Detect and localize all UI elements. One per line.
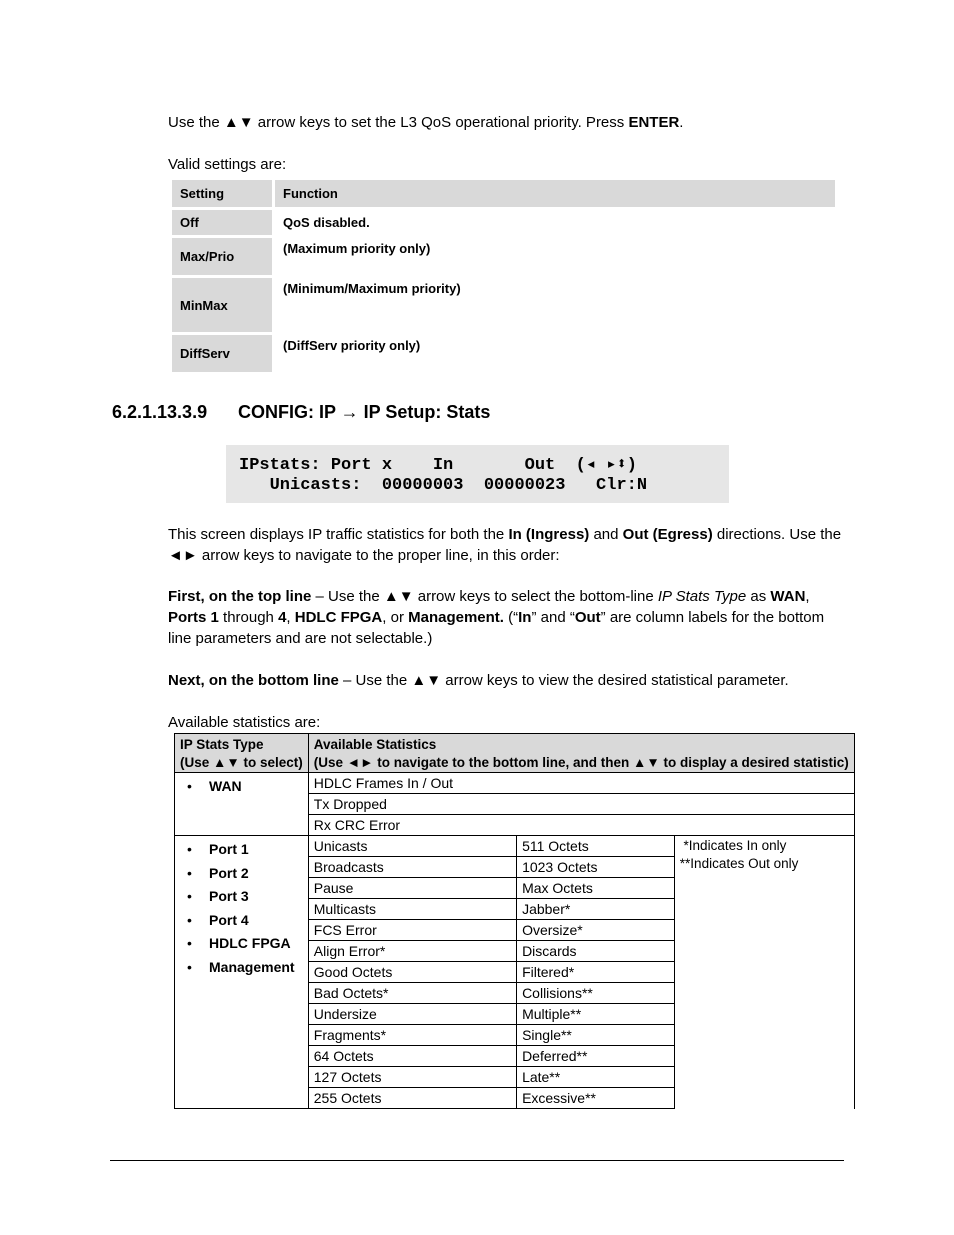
stat-cell: Oversize*	[517, 920, 675, 941]
lcd-line-2: Unicasts: 00000003 00000023 Clr:N	[239, 476, 648, 495]
function-cell: QoS disabled.	[275, 210, 835, 235]
desc-text: , or	[382, 609, 409, 626]
stat-cell: Pause	[308, 878, 516, 899]
list-item: • Port 1	[180, 838, 303, 862]
note-out-only: **Indicates Out only	[679, 856, 799, 871]
stats-table	[174, 733, 855, 1109]
bottom-line-paragraph	[168, 670, 848, 691]
table-row	[175, 836, 855, 857]
function-cell: (Maximum priority only)	[275, 238, 835, 275]
top-line-lead: First, on the top line	[168, 588, 312, 605]
settings-row	[172, 335, 835, 372]
settings-row	[172, 238, 835, 275]
wan-term: WAN	[770, 588, 806, 605]
desc-text: and	[589, 526, 623, 543]
list-item: • HDLC FPGA	[180, 932, 303, 956]
management-term: Management.	[408, 609, 504, 626]
desc-text: – Use the ▲▼ arrow keys to view the desired statistical parameter.	[338, 672, 789, 689]
stat-cell: Jabber*	[517, 899, 675, 920]
list-item: • WAN	[180, 775, 303, 799]
hdlc-term: HDLC FPGA	[294, 609, 383, 626]
desc-out-label: Out (Egress)	[622, 526, 713, 543]
stat-cell: Filtered*	[517, 962, 675, 983]
stat-cell: Deferred**	[517, 1046, 675, 1067]
stat-cell: Multicasts	[308, 899, 516, 920]
stat-cell: Bad Octets*	[308, 983, 516, 1004]
desc-text: directions. Use the ◄► arrow keys to navigate to the proper line, in this order:	[168, 526, 842, 564]
table-row	[175, 773, 855, 794]
stat-cell: 511 Octets	[517, 836, 675, 857]
stat-cell: HDLC Frames In / Out	[308, 773, 854, 794]
desc-text: through	[218, 609, 279, 626]
desc-text: ,	[805, 588, 810, 605]
footer-divider	[110, 1160, 844, 1161]
enter-key-label: ENTER	[628, 114, 680, 131]
setting-cell: Off	[172, 210, 272, 235]
stat-cell: Excessive**	[517, 1088, 675, 1109]
available-stats-label: Available statistics are:	[168, 714, 321, 731]
ip-stats-type-header	[175, 734, 309, 773]
ip-stats-type-term: IP Stats Type	[657, 588, 747, 605]
setting-cell: DiffServ	[172, 335, 272, 372]
section-heading	[112, 402, 490, 423]
settings-header-row	[172, 180, 835, 207]
valid-settings-label: Valid settings are:	[168, 156, 287, 173]
stat-cell: 1023 Octets	[517, 857, 675, 878]
section-title: CONFIG: IP → IP Setup: Stats	[238, 402, 491, 422]
wan-type-cell	[175, 773, 309, 836]
description-paragraph	[168, 524, 848, 566]
settings-row	[172, 278, 835, 332]
stats-header-row	[175, 734, 855, 773]
stat-cell: Multiple**	[517, 1004, 675, 1025]
stat-cell: Fragments*	[308, 1025, 516, 1046]
stat-cell: Unicasts	[308, 836, 516, 857]
setting-header: Setting	[172, 180, 272, 207]
setting-cell: MinMax	[172, 278, 272, 332]
lcd-display	[226, 445, 729, 503]
list-item: • Management	[180, 956, 303, 980]
header-line: IP Stats Type	[180, 737, 264, 752]
desc-text: as	[746, 588, 771, 605]
setting-cell: Max/Prio	[172, 238, 272, 275]
stat-cell: Align Error*	[308, 941, 516, 962]
in-term: In	[518, 609, 532, 626]
function-cell: (DiffServ priority only)	[275, 335, 835, 372]
function-header: Function	[275, 180, 835, 207]
desc-text: ” and “	[531, 609, 575, 626]
desc-in-label: In (Ingress)	[508, 526, 590, 543]
desc-text: ,	[286, 609, 295, 626]
available-statistics-header	[308, 734, 854, 773]
stat-cell: Tx Dropped	[308, 794, 854, 815]
list-item: • Port 4	[180, 909, 303, 933]
stat-cell: Max Octets	[517, 878, 675, 899]
port-types-cell	[175, 836, 309, 1109]
list-item: • Port 3	[180, 885, 303, 909]
stat-cell: Broadcasts	[308, 857, 516, 878]
stat-cell: Good Octets	[308, 962, 516, 983]
list-item: • Port 2	[180, 862, 303, 886]
stat-cell: Discards	[517, 941, 675, 962]
out-term: Out	[574, 609, 601, 626]
lcd-line-1: IPstats: Port x In Out (◂ ▸⬍)	[239, 456, 637, 475]
stat-cell: Undersize	[308, 1004, 516, 1025]
stat-cell: Rx CRC Error	[308, 815, 854, 836]
desc-text: This screen displays IP traffic statistics for both the	[168, 526, 509, 543]
note-in-only: *Indicates In only	[679, 838, 787, 853]
header-line: Available Statistics	[313, 737, 437, 752]
stat-cell: 64 Octets	[308, 1046, 516, 1067]
stat-cell: Single**	[517, 1025, 675, 1046]
port-4-term: 4	[278, 609, 287, 626]
intro-paragraph	[168, 112, 848, 133]
intro-text: Use the ▲▼ arrow keys to set the L3 QoS operational priority. Press	[168, 114, 629, 131]
notes-cell	[674, 836, 854, 1109]
settings-row	[172, 210, 835, 235]
header-line: (Use ◄► to navigate to the bottom line, and then ▲▼ to display a desired statistic)	[313, 755, 849, 770]
desc-text: (“	[503, 609, 519, 626]
desc-text: ” are column labels for the bottom line parameters and are not selectable.)	[168, 609, 825, 647]
top-line-paragraph	[168, 586, 848, 649]
desc-text: – Use the ▲▼ arrow keys to select the bottom-line	[311, 588, 658, 605]
stat-cell: Collisions**	[517, 983, 675, 1004]
section-number: 6.2.1.13.3.9	[112, 402, 208, 422]
stat-cell: 255 Octets	[308, 1088, 516, 1109]
header-line: (Use ▲▼ to select)	[180, 755, 303, 770]
stat-cell: Late**	[517, 1067, 675, 1088]
function-cell: (Minimum/Maximum priority)	[275, 278, 835, 332]
settings-table	[169, 177, 838, 375]
intro-period: .	[679, 114, 684, 131]
bottom-line-lead: Next, on the bottom line	[168, 672, 339, 689]
ports-term: Ports 1	[168, 609, 219, 626]
stat-cell: FCS Error	[308, 920, 516, 941]
stat-cell: 127 Octets	[308, 1067, 516, 1088]
